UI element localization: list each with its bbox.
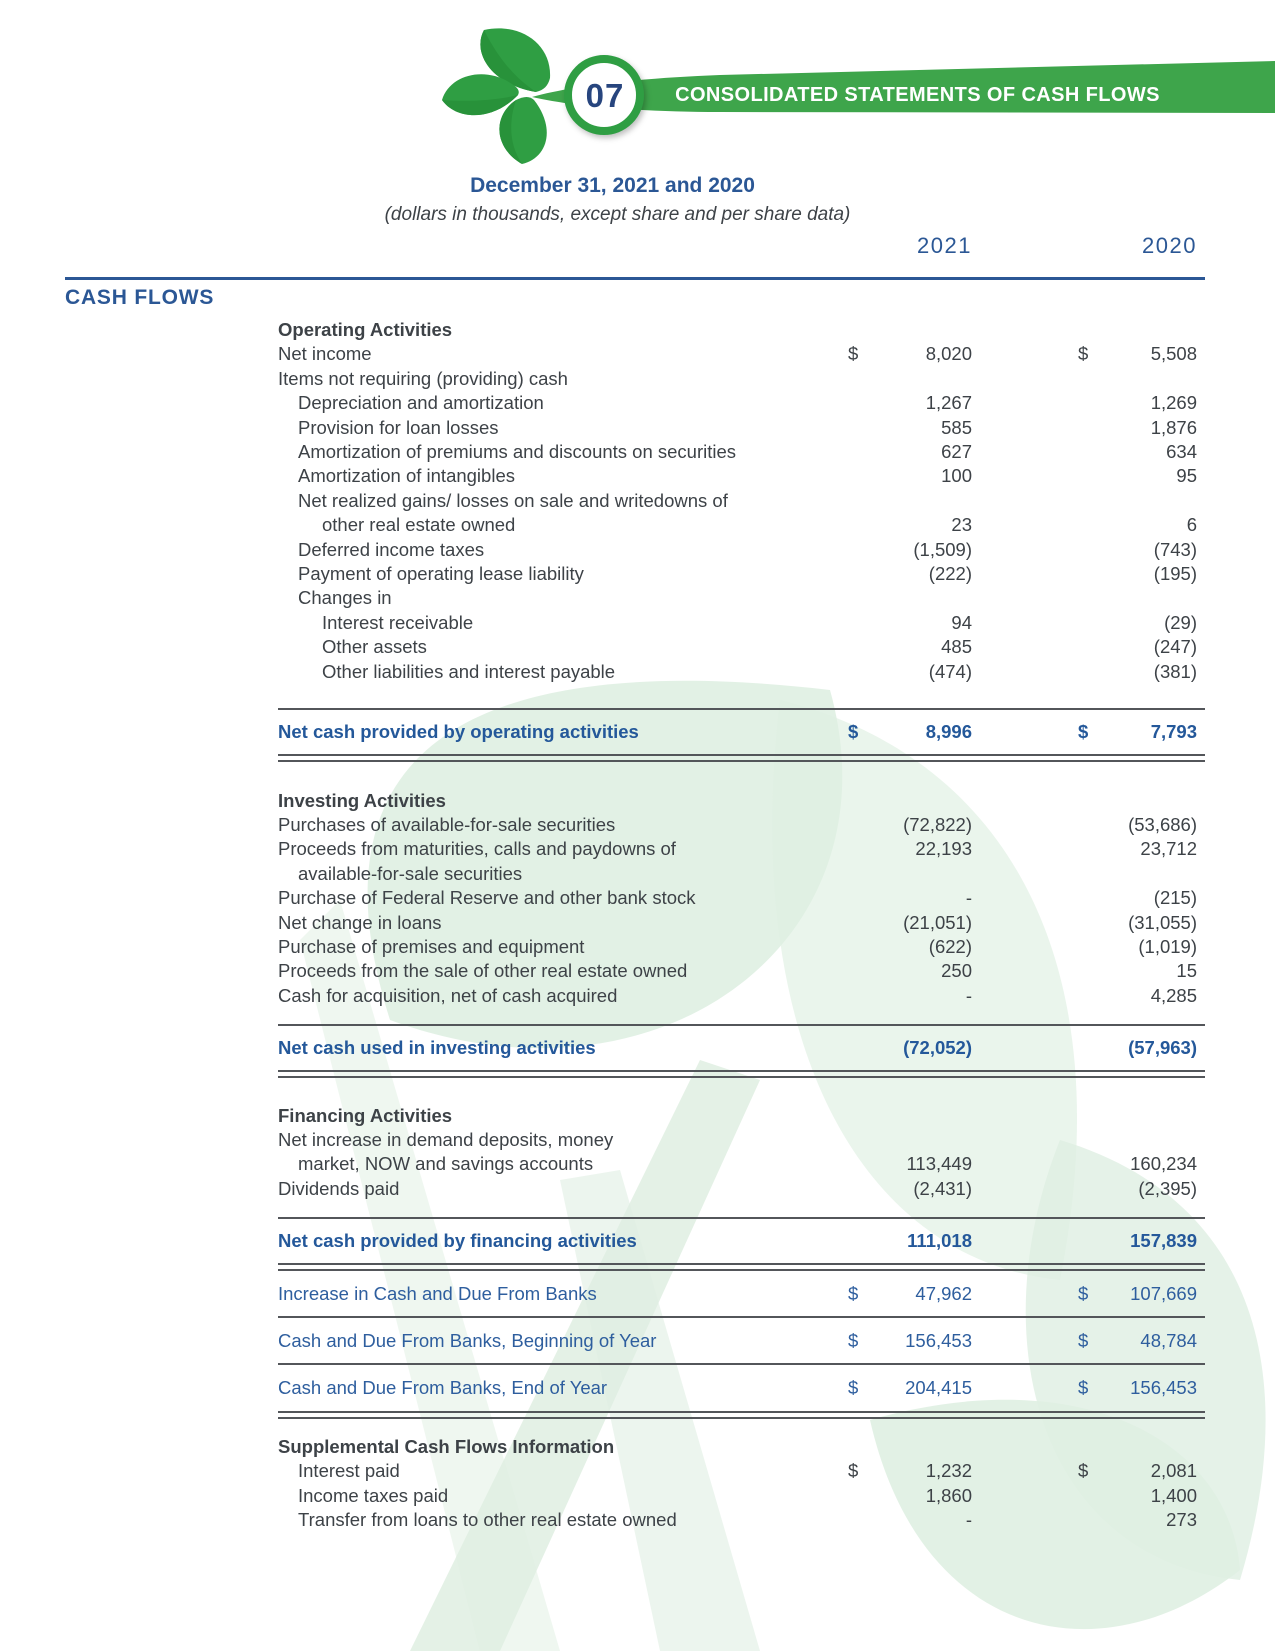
value-2021: 1,232	[925, 1460, 972, 1482]
table-row	[278, 862, 1205, 886]
table-row	[278, 660, 1205, 684]
table-row	[278, 837, 1205, 861]
value-2021: 47,962	[915, 1282, 972, 1304]
document-subtitle: (dollars in thousands, except share and per share data)	[384, 204, 851, 225]
table-row	[278, 710, 1205, 753]
double-rule	[278, 1411, 1205, 1419]
value-2021: -	[965, 887, 972, 909]
dollar-sign-2021	[848, 984, 876, 1008]
column-spacer	[972, 416, 1078, 440]
table-row	[278, 789, 1205, 813]
column-header-2021: 2021	[917, 233, 972, 258]
value-2020: 23,712	[1140, 838, 1197, 860]
value-2021: (474)	[928, 660, 972, 682]
dollar-sign-2020	[1078, 813, 1106, 837]
dollar-sign-2021	[848, 367, 876, 391]
spacer	[278, 1419, 1205, 1435]
row-label: Dividends paid	[278, 1177, 400, 1199]
document-date-title: December 31, 2021 and 2020	[470, 174, 755, 197]
value-2020: 634	[1166, 441, 1197, 463]
column-spacer	[972, 959, 1078, 983]
value-2021: (1,509)	[913, 538, 972, 560]
value-2021: 113,449	[906, 1153, 972, 1175]
row-label: Payment of operating lease liability	[298, 563, 584, 585]
column-spacer	[972, 318, 1078, 342]
value-2020: (29)	[1164, 611, 1197, 633]
column-spacer	[972, 489, 1078, 513]
dollar-sign-2021: $	[848, 343, 859, 365]
dollar-sign-2021	[848, 862, 876, 886]
value-2021	[876, 1104, 972, 1128]
value-2021	[876, 862, 972, 886]
column-spacer	[972, 720, 1078, 744]
row-label: Purchases of available-for-sale securities	[278, 813, 616, 835]
table-row	[278, 911, 1205, 935]
value-2020	[1106, 1104, 1205, 1128]
value-2020: (2,395)	[1138, 1177, 1197, 1199]
row-label: Provision for loan losses	[298, 416, 499, 438]
dollar-sign-2020	[1078, 635, 1106, 659]
row-label: Changes in	[298, 587, 392, 609]
double-rule	[278, 1070, 1205, 1078]
value-2021: (72,052)	[903, 1037, 972, 1059]
row-label: Proceeds from maturities, calls and paydowns of	[278, 838, 676, 860]
dollar-sign-2020	[1078, 984, 1106, 1008]
table-row	[278, 318, 1205, 342]
value-2020: 1,400	[1150, 1484, 1197, 1506]
cash-flow-table	[278, 318, 1205, 1532]
value-2020: 4,285	[1150, 984, 1197, 1006]
dollar-sign-2020	[1078, 586, 1106, 610]
row-label: Deferred income taxes	[298, 538, 485, 560]
table-row	[278, 1219, 1205, 1262]
dollar-sign-2021	[848, 1104, 876, 1128]
column-spacer	[972, 464, 1078, 488]
value-2020: 48,784	[1140, 1330, 1197, 1351]
table-row	[278, 1459, 1205, 1483]
spacer	[278, 1201, 1205, 1217]
row-label: Net cash provided by operating activities	[278, 721, 639, 743]
dollar-sign-2020	[1078, 1484, 1106, 1508]
row-label: Other assets	[322, 636, 427, 658]
dollar-sign-2020: $	[1078, 1377, 1089, 1399]
row-label: Cash and Due From Banks, End of Year	[278, 1377, 608, 1399]
row-label: Supplemental Cash Flows Information	[278, 1435, 615, 1457]
row-label: Net cash used in investing activities	[278, 1037, 596, 1059]
value-2020: (53,686)	[1128, 813, 1197, 835]
dollar-sign-2020	[1078, 1036, 1106, 1060]
value-2020: 1,269	[1150, 392, 1197, 414]
value-2021: 23	[951, 514, 972, 536]
table-row	[278, 562, 1205, 586]
dollar-sign-2020	[1078, 911, 1106, 935]
dollar-sign-2020	[1078, 1229, 1106, 1253]
column-spacer	[972, 562, 1078, 586]
column-spacer	[972, 837, 1078, 861]
dollar-sign-2020: $	[1078, 1282, 1089, 1304]
value-2020: (57,963)	[1128, 1037, 1197, 1059]
table-row	[278, 935, 1205, 959]
dollar-sign-2021	[848, 538, 876, 562]
dollar-sign-2021	[848, 660, 876, 684]
column-spacer	[972, 660, 1078, 684]
value-2020: (1,019)	[1138, 935, 1197, 957]
dollar-sign-2021	[848, 1036, 876, 1060]
dollar-sign-2021	[848, 959, 876, 983]
dollar-sign-2021	[848, 464, 876, 488]
dollar-sign-2020	[1078, 391, 1106, 415]
value-2021: 8,020	[925, 343, 972, 365]
column-spacer	[972, 1282, 1078, 1306]
dollar-sign-2021	[848, 489, 876, 513]
dollar-sign-2021	[848, 562, 876, 586]
value-2021	[876, 586, 972, 610]
value-2020: (381)	[1153, 660, 1197, 682]
dollar-sign-2020	[1078, 1435, 1106, 1459]
dollar-sign-2021	[848, 789, 876, 813]
dollar-sign-2021: $	[848, 1330, 859, 1351]
table-row	[278, 1026, 1205, 1069]
table-row	[278, 391, 1205, 415]
dollar-sign-2021	[848, 391, 876, 415]
table-row	[278, 538, 1205, 562]
row-label: Purchase of Federal Reserve and other bank stock	[278, 887, 696, 909]
value-2021: 204,415	[905, 1377, 972, 1399]
value-2020: (31,055)	[1128, 911, 1197, 933]
double-rule	[278, 754, 1205, 762]
value-2020: 6	[1186, 514, 1197, 536]
column-spacer	[972, 1229, 1078, 1253]
value-2021	[876, 1435, 972, 1459]
row-label: Net increase in demand deposits, money	[278, 1128, 614, 1150]
column-spacer	[972, 440, 1078, 464]
dollar-sign-2021	[848, 1484, 876, 1508]
dollar-sign-2021: $	[848, 1377, 859, 1399]
table-row	[278, 813, 1205, 837]
table-row	[278, 1104, 1205, 1128]
table-row	[278, 367, 1205, 391]
value-2021: 627	[941, 441, 972, 463]
dollar-sign-2020	[1078, 1152, 1106, 1176]
dollar-sign-2020	[1078, 416, 1106, 440]
value-2021: (622)	[928, 935, 972, 957]
value-2020	[1106, 318, 1205, 342]
row-label: Amortization of intangibles	[298, 465, 515, 487]
dollar-sign-2021	[848, 886, 876, 910]
table-row	[278, 1508, 1205, 1532]
table-row	[278, 1177, 1205, 1201]
column-spacer	[972, 813, 1078, 837]
column-spacer	[972, 1104, 1078, 1128]
column-spacer	[972, 1508, 1078, 1532]
dollar-sign-2021	[848, 635, 876, 659]
column-spacer	[972, 611, 1078, 635]
dollar-sign-2021: $	[848, 1282, 859, 1304]
column-spacer	[972, 1459, 1078, 1483]
row-label: Interest receivable	[322, 611, 474, 633]
value-2020: 5,508	[1150, 343, 1197, 365]
dollar-sign-2020	[1078, 660, 1106, 684]
value-2021	[876, 1128, 972, 1152]
value-2020: (215)	[1153, 887, 1197, 909]
row-label: Purchase of premises and equipment	[278, 935, 585, 957]
value-2020: 156,453	[1130, 1377, 1197, 1399]
table-row	[278, 1152, 1205, 1176]
table-row	[278, 959, 1205, 983]
dollar-sign-2021	[848, 1152, 876, 1176]
value-2021: (72,822)	[903, 813, 972, 835]
column-spacer	[972, 1376, 1078, 1400]
column-spacer	[972, 1177, 1078, 1201]
value-2021: 8,996	[925, 721, 972, 743]
dollar-sign-2020	[1078, 886, 1106, 910]
dollar-sign-2021	[848, 416, 876, 440]
column-spacer	[972, 635, 1078, 659]
value-2020: 95	[1176, 465, 1197, 487]
dollar-sign-2021	[848, 318, 876, 342]
table-row	[278, 513, 1205, 537]
chapter-number: 07	[585, 77, 625, 114]
table-row	[278, 464, 1205, 488]
dollar-sign-2021	[848, 837, 876, 861]
column-spacer	[972, 886, 1078, 910]
value-2020: 2,081	[1150, 1460, 1197, 1482]
table-row	[278, 1271, 1205, 1316]
row-label: Interest paid	[298, 1460, 400, 1482]
value-2020: 157,839	[1130, 1230, 1197, 1252]
dollar-sign-2020	[1078, 611, 1106, 635]
dollar-sign-2020	[1078, 1508, 1106, 1532]
column-spacer	[972, 1329, 1078, 1353]
dollar-sign-2021	[848, 513, 876, 537]
value-2020	[1106, 789, 1205, 813]
dollar-sign-2021	[848, 440, 876, 464]
value-2020	[1106, 367, 1205, 391]
dollar-sign-2021	[848, 1177, 876, 1201]
dollar-sign-2020	[1078, 1104, 1106, 1128]
value-2021: (2,431)	[913, 1177, 972, 1199]
spacer	[278, 684, 1205, 708]
dollar-sign-2020	[1078, 935, 1106, 959]
row-label: Net realized gains/ losses on sale and writedowns of	[298, 489, 728, 511]
row-label: Proceeds from the sale of other real estate owned	[278, 960, 688, 982]
dollar-sign-2020	[1078, 464, 1106, 488]
dollar-sign-2020	[1078, 789, 1106, 813]
dollar-sign-2021: $	[848, 721, 859, 743]
value-2020	[1106, 862, 1205, 886]
value-2020: 160,234	[1130, 1153, 1197, 1175]
dollar-sign-2020	[1078, 862, 1106, 886]
table-row	[278, 984, 1205, 1008]
value-2021: 100	[941, 465, 972, 487]
column-spacer	[972, 789, 1078, 813]
row-label: Net change in loans	[278, 911, 442, 933]
value-2021: 22,193	[915, 838, 972, 860]
column-spacer	[972, 911, 1078, 935]
row-label: market, NOW and savings accounts	[298, 1153, 594, 1175]
column-spacer	[972, 513, 1078, 537]
row-label: Net cash provided by financing activities	[278, 1230, 637, 1252]
value-2021: 1,860	[925, 1484, 972, 1506]
column-spacer	[972, 1484, 1078, 1508]
table-row	[278, 635, 1205, 659]
dollar-sign-2021	[848, 1128, 876, 1152]
dollar-sign-2020: $	[1078, 721, 1089, 743]
dollar-sign-2021	[848, 935, 876, 959]
row-label: available-for-sale securities	[298, 862, 523, 884]
column-spacer	[972, 1435, 1078, 1459]
dollar-sign-2020	[1078, 513, 1106, 537]
value-2021: 111,018	[907, 1230, 972, 1252]
table-row	[278, 1365, 1205, 1410]
value-2021: 94	[951, 611, 972, 633]
dollar-sign-2021	[848, 911, 876, 935]
value-2021: (222)	[928, 563, 972, 585]
row-label: Income taxes paid	[298, 1484, 449, 1506]
column-spacer	[972, 862, 1078, 886]
dollar-sign-2020: $	[1078, 343, 1089, 365]
value-2021	[876, 318, 972, 342]
value-2021: 485	[941, 636, 972, 658]
column-spacer	[972, 586, 1078, 610]
dollar-sign-2020	[1078, 440, 1106, 464]
column-spacer	[972, 1036, 1078, 1060]
column-spacer	[972, 538, 1078, 562]
value-2021: -	[965, 984, 972, 1006]
value-2020: (195)	[1153, 563, 1197, 585]
dollar-sign-2020	[1078, 367, 1106, 391]
spacer	[278, 1078, 1205, 1104]
row-label: Other liabilities and interest payable	[322, 660, 616, 682]
table-row	[278, 440, 1205, 464]
dollar-sign-2020	[1078, 837, 1106, 861]
value-2020: 7,793	[1150, 721, 1197, 743]
row-label: Increase in Cash and Due From Banks	[278, 1282, 597, 1304]
dollar-sign-2020	[1078, 489, 1106, 513]
banner-title: CONSOLIDATED STATEMENTS OF CASH FLOWS	[675, 84, 1160, 106]
row-label: Depreciation and amortization	[298, 392, 544, 414]
value-2020	[1106, 1435, 1205, 1459]
value-2021	[876, 489, 972, 513]
value-2021: -	[965, 1509, 972, 1531]
value-2020: (247)	[1153, 636, 1197, 658]
column-spacer	[972, 342, 1078, 366]
dollar-sign-2021	[848, 813, 876, 837]
value-2020: 1,876	[1150, 416, 1197, 438]
dollar-sign-2021	[848, 611, 876, 635]
value-2021: 1,267	[925, 392, 972, 414]
column-spacer	[972, 1152, 1078, 1176]
dollar-sign-2021	[848, 1508, 876, 1532]
table-row	[278, 611, 1205, 635]
row-label: other real estate owned	[322, 514, 516, 536]
spacer	[278, 1008, 1205, 1024]
dollar-sign-2020	[1078, 538, 1106, 562]
column-spacer	[972, 935, 1078, 959]
dollar-sign-2020: $	[1078, 1330, 1089, 1351]
value-2020: 107,669	[1130, 1282, 1197, 1304]
header-rule	[65, 277, 1205, 280]
table-row	[278, 586, 1205, 610]
row-label: Amortization of premiums and discounts on securities	[298, 441, 737, 463]
table-row	[278, 489, 1205, 513]
dollar-sign-2020	[1078, 562, 1106, 586]
table-row	[278, 1484, 1205, 1508]
table-row	[278, 1318, 1205, 1363]
table-row	[278, 342, 1205, 366]
dollar-sign-2020	[1078, 318, 1106, 342]
value-2021: 156,453	[905, 1330, 972, 1351]
row-label: Financing Activities	[278, 1104, 453, 1126]
column-spacer	[972, 391, 1078, 415]
row-label: Cash for acquisition, net of cash acquired	[278, 984, 618, 1006]
value-2020: 273	[1166, 1509, 1197, 1531]
dollar-sign-2020	[1078, 1177, 1106, 1201]
value-2020	[1106, 1128, 1205, 1152]
dollar-sign-2021	[848, 1229, 876, 1253]
column-spacer	[972, 1128, 1078, 1152]
cash-flows-label: CASH FLOWS	[65, 286, 215, 309]
table-row	[278, 416, 1205, 440]
table-row	[278, 1435, 1205, 1459]
value-2021: (21,051)	[903, 911, 972, 933]
column-spacer	[972, 367, 1078, 391]
value-2021: 585	[941, 416, 972, 438]
spacer	[278, 762, 1205, 789]
dollar-sign-2021: $	[848, 1460, 859, 1482]
row-label: Transfer from loans to other real estate owned	[298, 1509, 677, 1531]
column-spacer	[972, 984, 1078, 1008]
value-2021	[876, 367, 972, 391]
double-rule	[278, 1263, 1205, 1271]
value-2021	[876, 789, 972, 813]
dollar-sign-2021	[848, 1435, 876, 1459]
value-2020: (743)	[1153, 538, 1197, 560]
dollar-sign-2020: $	[1078, 1460, 1089, 1482]
dollar-sign-2020	[1078, 959, 1106, 983]
table-row	[278, 886, 1205, 910]
column-header-2020: 2020	[1142, 233, 1197, 258]
value-2020	[1106, 489, 1205, 513]
value-2021: 250	[941, 960, 972, 982]
row-label: Items not requiring (providing) cash	[278, 367, 568, 389]
dollar-sign-2021	[848, 586, 876, 610]
table-row	[278, 1128, 1205, 1152]
value-2020	[1106, 586, 1205, 610]
dollar-sign-2020	[1078, 1128, 1106, 1152]
row-label: Investing Activities	[278, 789, 446, 811]
row-label: Cash and Due From Banks, Beginning of Year	[278, 1330, 657, 1351]
row-label: Net income	[278, 343, 372, 365]
value-2020: 15	[1176, 960, 1197, 982]
row-label: Operating Activities	[278, 319, 453, 340]
